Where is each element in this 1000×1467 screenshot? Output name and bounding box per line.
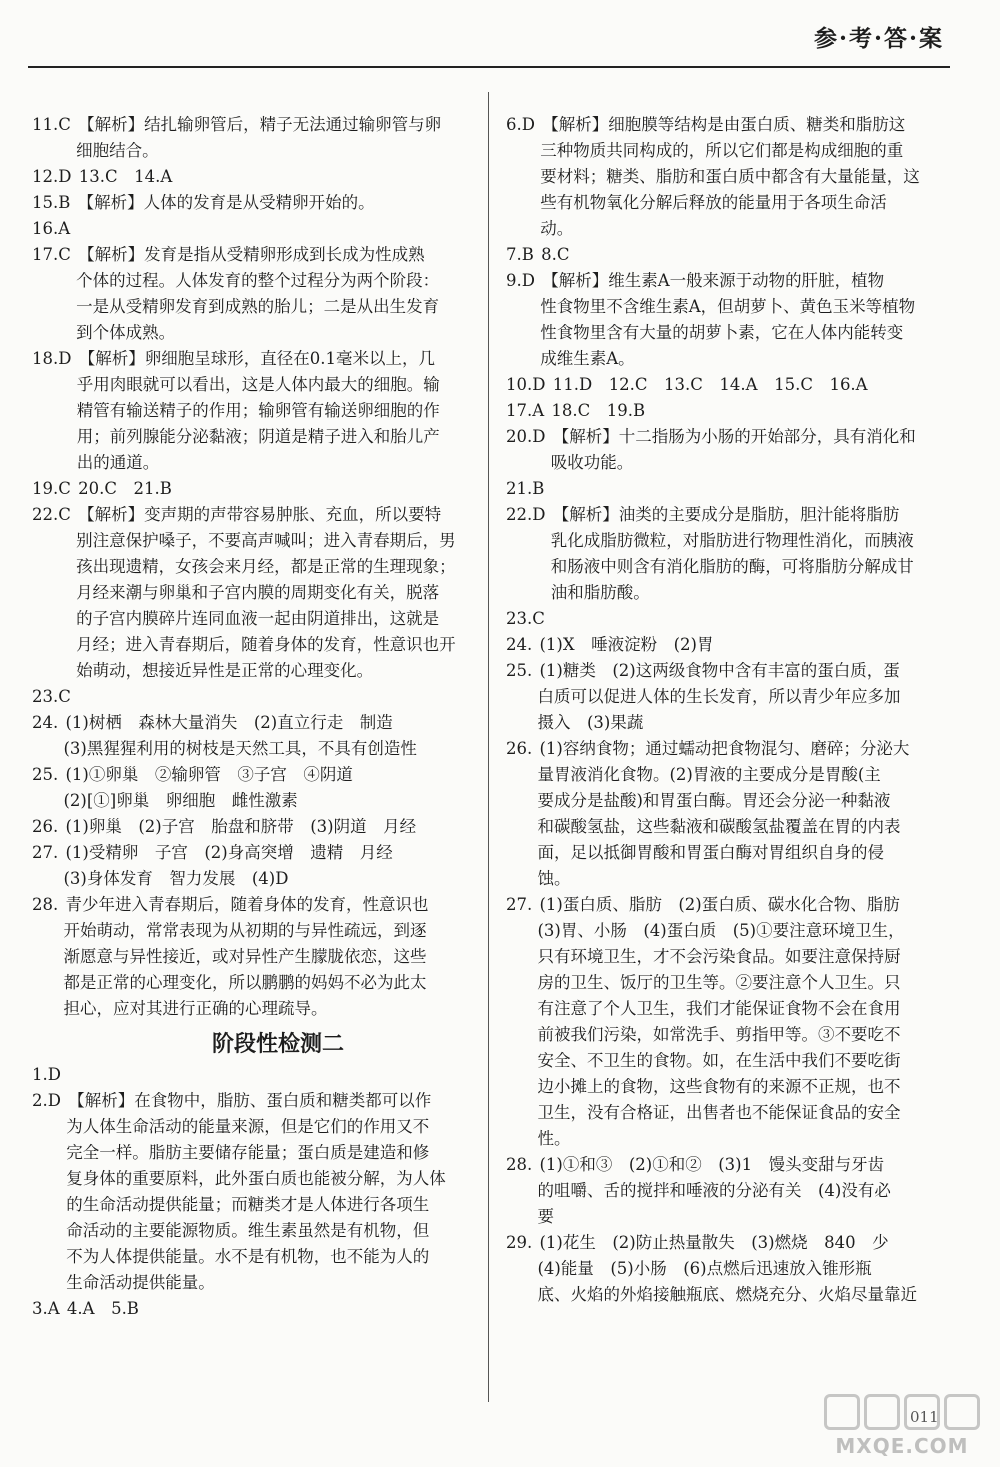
answer-body	[76, 476, 464, 502]
answer-number: 12.D	[32, 167, 77, 186]
answer-body	[551, 502, 944, 606]
answer-body	[65, 1296, 464, 1322]
answer-number: 23.C	[32, 687, 77, 706]
left-answer-list-2	[32, 1062, 464, 1322]
answer-line: 蚀。	[537, 869, 571, 888]
answer-line: (2)[①]卵巢 卵细胞 雌性激素	[63, 791, 298, 810]
left-column	[32, 112, 464, 1322]
answer-line: (1)①和③ (2)①和② (3)1 馒头变甜与牙齿	[539, 1155, 885, 1174]
answer-item	[32, 346, 464, 476]
answer-body	[77, 346, 464, 476]
answer-number: 21.B	[506, 479, 550, 498]
answer-number: 26.	[32, 817, 64, 836]
answer-line: (3)胃、小肠 (4)蛋白质 (5)①要注意环境卫生，	[537, 921, 905, 940]
answer-body	[64, 762, 465, 814]
answer-line: 【解析】结扎输卵管后，精子无法通过输卵管与卵	[78, 115, 442, 134]
answer-item	[32, 190, 464, 216]
answer-item	[32, 164, 464, 190]
right-answer-list	[506, 112, 944, 1308]
answer-item	[506, 372, 944, 398]
answer-body	[538, 632, 945, 658]
answer-line: 13.C 14.A	[78, 167, 173, 186]
answer-line: (4)能量 (5)小肠 (6)点燃后迅速放入锥形瓶	[537, 1259, 872, 1278]
answer-item	[32, 1088, 464, 1296]
answer-line: 到个体成熟。	[76, 323, 176, 342]
answer-line: 【解析】卵细胞呈球形，直径在0.1毫米以上，几	[78, 349, 435, 368]
answer-line: 的咀嚼、舌的搅拌和唾液的分泌有关 (4)没有必	[537, 1181, 891, 1200]
answer-body	[66, 1088, 464, 1296]
answer-line: 乳化成脂肪微粒，对脂肪进行物理性消化，而胰液	[550, 531, 914, 550]
answer-line: 孩出现遗精，女孩会来月经，都是正常的生理现象；	[76, 557, 456, 576]
answer-line: (1)糖类 (2)这两级食物中含有丰富的蛋白质，蛋	[539, 661, 900, 680]
answer-line: 性食物里含有大量的胡萝卜素，它在人体内能转变	[540, 323, 904, 342]
answer-line: (1)受精卵 子宫 (2)身高突增 遗精 月经	[65, 843, 393, 862]
answer-item	[32, 840, 464, 892]
answer-number: 22.D	[506, 505, 551, 524]
answer-number: 22.C	[32, 505, 77, 524]
answer-number: 2.D	[32, 1091, 67, 1110]
answer-body	[64, 710, 465, 762]
answer-line: 出的通道。	[76, 453, 160, 472]
page-header-title: 参·考·答·案	[813, 25, 944, 52]
answer-line: 【解析】维生素A一般来源于动物的肝脏，植物	[542, 271, 885, 290]
right-column	[506, 112, 944, 1308]
answer-line: 渐愿意与异性接近，或对异性产生朦胧依恋，这些	[63, 947, 427, 966]
answer-line: 面，足以抵御胃酸和胃蛋白酶对胃组织自身的侵	[537, 843, 884, 862]
answer-line: 一是从受精卵发育到成熟的胎儿；二是从出生发育	[76, 297, 440, 316]
answer-line: 【解析】发育是指从受精卵形成到长成为性成熟	[78, 245, 425, 264]
answer-line: 要	[537, 1207, 554, 1226]
answer-number: 18.D	[32, 349, 77, 368]
answer-line: (3)黑猩猩利用的树枝是天然工具，不具有创造性	[63, 739, 417, 758]
answer-item	[32, 112, 464, 164]
answer-line: 摄入 (3)果蔬	[537, 713, 644, 732]
answer-line: 精管有输送精子的作用；输卵管有输送卵细胞的作	[76, 401, 440, 420]
answer-line: 个体的过程。人体发育的整个过程分为两个阶段：	[76, 271, 440, 290]
answer-line: 房的卫生、饭厅的卫生等。②要注意个人卫生。只	[537, 973, 901, 992]
answer-number: 23.C	[506, 609, 551, 628]
answer-body	[551, 372, 944, 398]
answer-line: 的生命活动提供能量；而糖类才是人体进行各项生	[66, 1195, 430, 1214]
answer-line: 和肠液中则含有消化脂肪的酶，可将脂肪分解成甘	[550, 557, 914, 576]
answer-line: (1)卵巢 (2)子宫 胎盘和脐带 (3)阴道 月经	[65, 817, 417, 836]
answer-item	[32, 216, 464, 242]
answer-line: 都是正常的心理变化，所以鹏鹏的妈妈不必为此太	[63, 973, 427, 992]
watermark-logo	[822, 1394, 982, 1460]
watermark-logo-mark	[822, 1394, 982, 1434]
column-divider	[488, 92, 489, 1402]
answer-body	[76, 190, 464, 216]
answer-body	[551, 424, 944, 476]
answer-line: 三种物质共同构成的，所以它们都是构成细胞的重	[540, 141, 904, 160]
answer-number: 28.	[506, 1155, 538, 1174]
answer-line: (1)容纳食物；通过蠕动把食物混匀、磨碎；分泌大	[539, 739, 910, 758]
answer-line: 开始萌动，常常表现为从初期的与异性疏远，到逐	[63, 921, 427, 940]
answer-body	[66, 1062, 464, 1088]
answer-line: 【解析】变声期的声带容易肿胀、充血，所以要特	[78, 505, 442, 524]
answer-body	[76, 684, 464, 710]
answer-line: 安全、不卫生的食物。如，在生活中我们不要吃街	[537, 1051, 901, 1070]
answer-line: 性。	[537, 1129, 571, 1148]
answer-line: 量胃液消化食物。(2)胃液的主要成分是胃酸(主	[537, 765, 881, 784]
answer-item	[506, 476, 944, 502]
answer-item	[506, 736, 944, 892]
answer-number: 17.C	[32, 245, 77, 264]
answer-body	[77, 164, 464, 190]
answer-line: 4.A 5.B	[66, 1299, 139, 1318]
answer-number: 28.	[32, 895, 64, 914]
answer-line: (3)身体发育 智力发展 (4)D	[63, 869, 289, 888]
answer-number: 27.	[32, 843, 64, 862]
answer-line: 只有环境卫生，才不会污染食品。如要注意保持厨	[537, 947, 901, 966]
answer-line: 白质可以促进人体的生长发育，所以青少年应多加	[537, 687, 901, 706]
left-answer-list	[32, 112, 464, 1022]
answer-line: (1)X 唾液淀粉 (2)胃	[539, 635, 714, 654]
answer-body	[64, 892, 465, 1022]
answer-item	[506, 658, 944, 736]
answer-line: 成维生素A。	[540, 349, 635, 368]
answer-body	[538, 1152, 945, 1230]
answer-line: (1)花生 (2)防止热量散失 (3)燃烧 840 少	[539, 1233, 889, 1252]
answer-line: 动。	[540, 219, 574, 238]
answer-body	[75, 216, 464, 242]
answer-line: 要材料；糖类、脂肪和蛋白质中都含有大量能量，这	[540, 167, 920, 186]
answer-item	[506, 268, 944, 372]
answer-line: 始萌动，想接近异性是正常的心理变化。	[76, 661, 374, 680]
answer-line: 复身体的重要原料，此外蛋白质也能被分解，为人体	[66, 1169, 446, 1188]
answer-line: 性食物里不含维生素A，但胡萝卜、黄色玉米等植物	[540, 297, 916, 316]
answer-line: 吸收功能。	[550, 453, 634, 472]
answer-line: 【解析】在食物中，脂肪、蛋白质和糖类都可以作	[68, 1091, 432, 1110]
answer-number: 9.D	[506, 271, 541, 290]
answer-line: 完全一样。脂肪主要储存能量；蛋白质是建造和修	[66, 1143, 430, 1162]
answer-item	[506, 632, 944, 658]
answer-body	[550, 606, 944, 632]
answer-item	[32, 502, 464, 684]
answer-body	[538, 736, 945, 892]
answer-line: 11.D 12.C 13.C 14.A 15.C 16.A	[552, 375, 868, 394]
section-title: 阶段性检测二	[211, 1032, 344, 1057]
answer-item	[506, 112, 944, 242]
answer-number: 24.	[506, 635, 538, 654]
answer-number: 10.D	[506, 375, 551, 394]
answer-item	[506, 1230, 944, 1308]
answer-item	[32, 814, 464, 840]
answer-body	[549, 398, 944, 424]
answer-line: 前被我们污染，如常洗手、剪指甲等。③不要吃不	[537, 1025, 901, 1044]
answer-number: 11.C	[32, 115, 77, 134]
answer-body	[64, 814, 465, 840]
answer-line: 月经；进入青春期后，随着身体的发育，性意识也开	[76, 635, 456, 654]
header-rule	[28, 66, 950, 68]
answer-body	[76, 502, 464, 684]
answer-line: 【解析】油类的主要成分是脂肪，胆汁能将脂肪	[552, 505, 900, 524]
answer-number: 29.	[506, 1233, 538, 1252]
answer-item	[32, 1296, 464, 1322]
watermark-text: MXQE.COM	[835, 1434, 969, 1458]
page-number: 011	[910, 1408, 939, 1426]
answer-item	[506, 892, 944, 1152]
answer-line: 担心，应对其进行正确的心理疏导。	[63, 999, 328, 1018]
answer-line: 边小摊上的食物，这些食物有的来源不正规，也不	[537, 1077, 901, 1096]
answer-number: 3.A	[32, 1299, 65, 1318]
answer-line: 些有机物氧化分解后释放的能量用于各项生命活	[540, 193, 887, 212]
answer-line: 青少年进入青春期后，随着身体的发育，性意识也	[65, 895, 429, 914]
answer-item	[32, 710, 464, 762]
answer-line: 卫生，没有合格证，出售者也不能保证食品的安全	[537, 1103, 901, 1122]
answer-body	[538, 1230, 945, 1308]
answer-item	[506, 242, 944, 268]
answer-number: 19.C	[32, 479, 77, 498]
answer-number: 1.D	[32, 1065, 67, 1084]
answer-body	[539, 242, 944, 268]
answer-line: 【解析】人体的发育是从受精卵开始的。	[77, 193, 375, 212]
answer-line: 用；前列腺能分泌黏液；阴道是精子进入和胎儿产	[76, 427, 440, 446]
answer-body	[538, 892, 945, 1152]
answer-number: 25.	[32, 765, 64, 784]
answer-number: 25.	[506, 661, 538, 680]
answer-line: 为人体生命活动的能量来源，但是它们的作用又不	[66, 1117, 430, 1136]
answer-line: 要成分是盐酸)和胃蛋白酶。胃还会分泌一种黏液	[537, 791, 891, 810]
answer-number: 16.A	[32, 219, 76, 238]
answer-body	[550, 476, 944, 502]
answer-line: 别注意保护嗓子，不要高声喊叫；进入青春期后，男	[76, 531, 456, 550]
answer-item	[32, 684, 464, 710]
answer-item	[32, 1062, 464, 1088]
answer-line: 【解析】十二指肠为小肠的开始部分，具有消化和	[552, 427, 916, 446]
answer-item	[32, 762, 464, 814]
answer-body	[76, 112, 464, 164]
answer-item	[32, 242, 464, 346]
answer-number: 24.	[32, 713, 64, 732]
answer-number: 17.A	[506, 401, 550, 420]
answer-line: (1)树栖 森林大量消失 (2)直立行走 制造	[65, 713, 393, 732]
answer-line: 乎用肉眼就可以看出，这是人体内最大的细胞。输	[76, 375, 440, 394]
answer-number: 6.D	[506, 115, 541, 134]
answer-number: 27.	[506, 895, 538, 914]
answer-item	[506, 398, 944, 424]
answer-line: 月经来潮与卵巢和子宫内膜的周期变化有关，脱落	[76, 583, 440, 602]
answer-line: (1)①卵巢 ②输卵管 ③子宫 ④阴道	[65, 765, 353, 784]
answer-line: 8.C	[541, 245, 570, 264]
answer-line: 命活动的主要能源物质。维生素虽然是有机物，但	[66, 1221, 430, 1240]
answer-number: 20.D	[506, 427, 551, 446]
answer-line: 和碳酸氢盐，这些黏液和碳酸氢盐覆盖在胃的内表	[537, 817, 901, 836]
answer-line: 的子宫内膜碎片连同血液一起由阴道排出，这就是	[76, 609, 440, 628]
answer-item	[506, 606, 944, 632]
answer-line: 18.C 19.B	[551, 401, 646, 420]
answer-line: 细胞结合。	[76, 141, 159, 160]
answer-line: (1)蛋白质、脂肪 (2)蛋白质、碳水化合物、脂肪	[539, 895, 900, 914]
answer-line: 油和脂肪酸。	[550, 583, 650, 602]
answer-number: 7.B	[506, 245, 540, 264]
answer-line: 20.C 21.B	[78, 479, 172, 498]
answer-line: 【解析】细胞膜等结构是由蛋白质、糖类和脂肪这	[542, 115, 906, 134]
answer-line: 底、火焰的外焰接触瓶底、燃烧充分、火焰尽量靠近	[537, 1285, 917, 1304]
answer-body	[64, 840, 465, 892]
answer-line: 生命活动提供能量。	[66, 1273, 215, 1292]
answer-item	[506, 424, 944, 476]
answer-body	[76, 242, 464, 346]
answer-number: 26.	[506, 739, 538, 758]
answer-body	[538, 658, 945, 736]
answer-number: 15.B	[32, 193, 76, 212]
answer-item	[32, 476, 464, 502]
answer-line: 有注意了个人卫生，我们才能保证食物不会在食用	[537, 999, 901, 1018]
answer-item	[506, 502, 944, 606]
answer-body	[540, 112, 944, 242]
answer-item	[506, 1152, 944, 1230]
answer-line: 不为人体提供能量。水不是有机物，也不能为人的	[66, 1247, 430, 1266]
answer-item	[32, 892, 464, 1022]
answer-body	[540, 268, 944, 372]
